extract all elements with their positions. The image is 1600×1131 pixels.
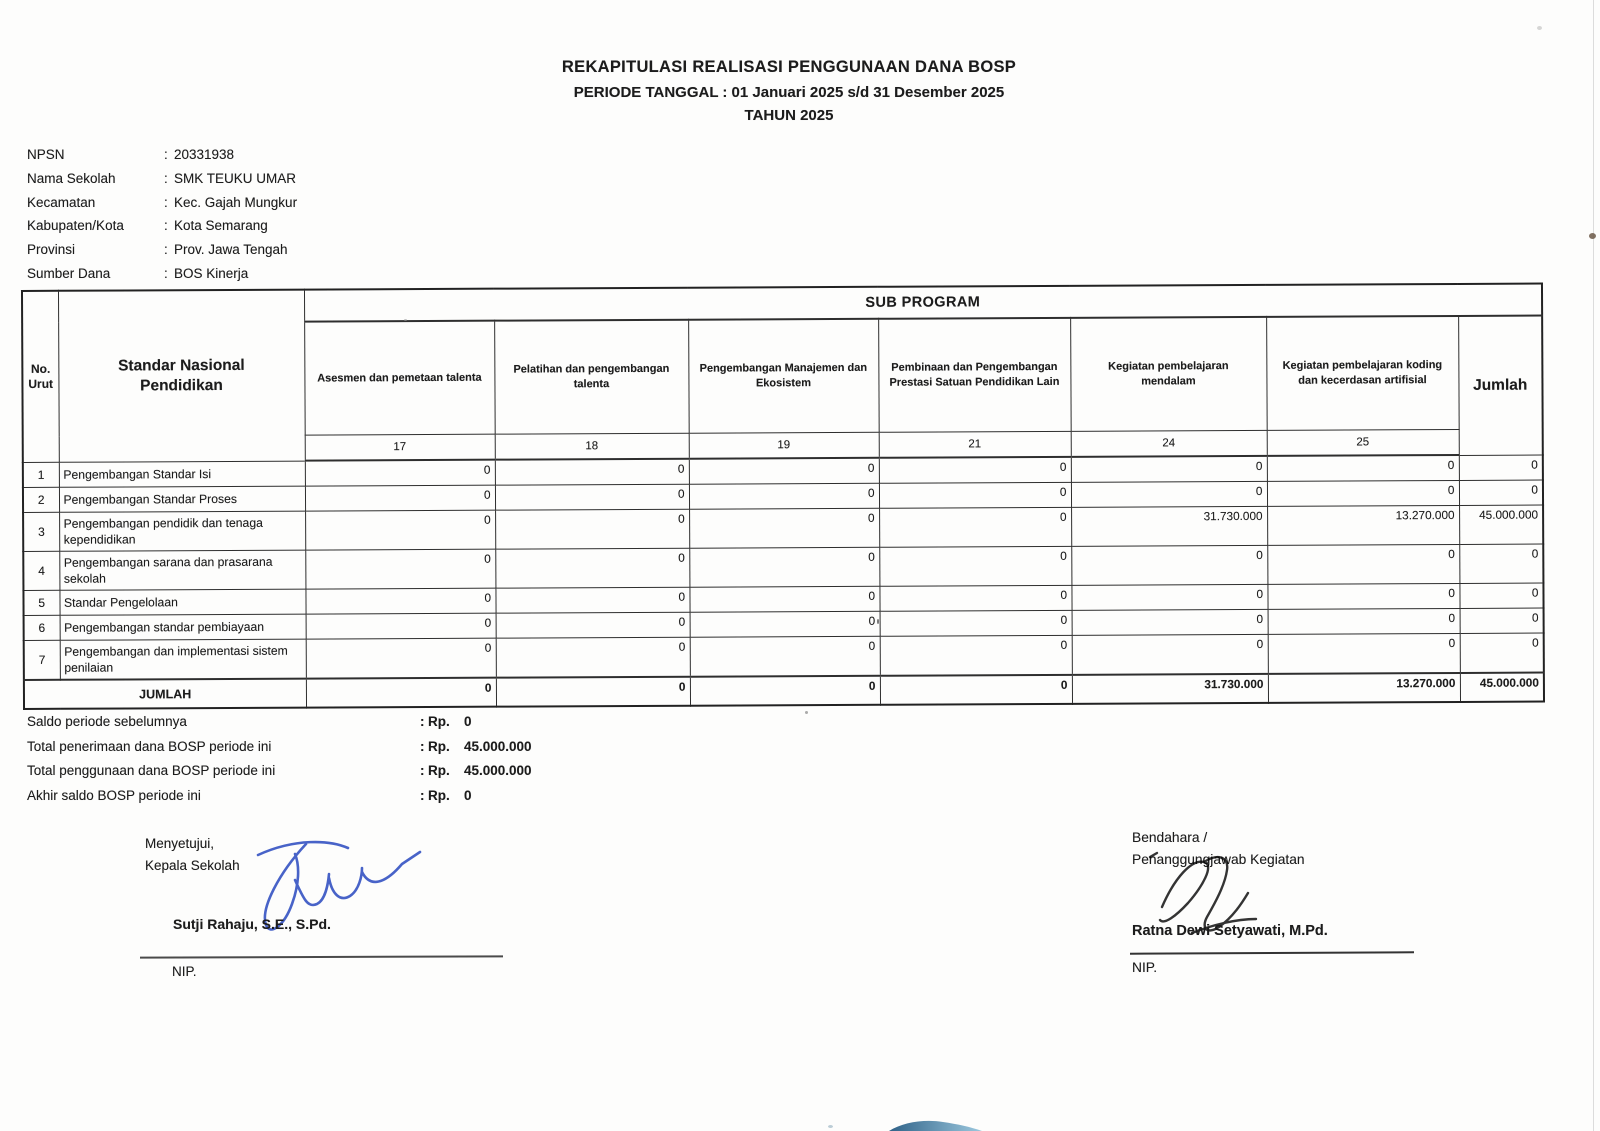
row-label: Pengembangan Standar Proses bbox=[59, 486, 305, 512]
cell-value: 0 bbox=[305, 549, 495, 589]
summary-value: 0 bbox=[464, 714, 472, 729]
col-header-21: Pembinaan dan Pengembangan Prestasi Satuan Pendidikan Lain bbox=[878, 318, 1071, 432]
realization-table bbox=[21, 283, 1545, 710]
cell-value: 0 bbox=[1071, 584, 1267, 610]
cell-value: 0 bbox=[1267, 544, 1459, 584]
info-value: BOS Kinerja bbox=[174, 265, 249, 281]
col-header-no-urut: No. Urut bbox=[22, 291, 59, 462]
row-label: Pengembangan sarana dan prasarana sekolah bbox=[59, 550, 305, 590]
col-header-25: Kegiatan pembelajaran koding dan kecerdasan artifisial bbox=[1266, 316, 1459, 430]
realization-table-wrap bbox=[21, 283, 1545, 710]
cell-value: 13.270.000 bbox=[1267, 505, 1459, 545]
cell-value: 0 bbox=[1071, 456, 1267, 482]
cell-value: 0 bbox=[1267, 480, 1459, 506]
currency-label: Rp. bbox=[428, 763, 450, 779]
col-header-18: Pelatihan dan pengembangan talenta bbox=[494, 320, 689, 434]
cell-value: 0 bbox=[305, 588, 495, 614]
row-label: Pengembangan dan implementasi sistem penilaian bbox=[60, 639, 306, 680]
cell-value: 0 bbox=[306, 613, 496, 639]
left-signature-rule bbox=[140, 955, 503, 958]
total-value: 13.270.000 bbox=[1268, 673, 1460, 703]
headmaster-name: Sutji Rahaju, S.E., S.Pd. bbox=[173, 916, 331, 932]
summary-row-saldo-sebelumnya bbox=[27, 714, 532, 739]
cell-value: 0 bbox=[1267, 583, 1459, 609]
colon: : bbox=[420, 714, 425, 729]
school-info-block bbox=[27, 147, 297, 290]
report-period: PERIODE TANGGAL : 01 Januari 2025 s/d 31 Desember 2025 bbox=[573, 84, 1005, 101]
col-header-19: Pengembangan Manajemen dan Ekosistem bbox=[688, 319, 879, 433]
colon: : bbox=[164, 265, 168, 281]
row-no: 3 bbox=[23, 512, 59, 551]
cell-value: 0 bbox=[1268, 608, 1460, 634]
col-header-jumlah: Jumlah bbox=[1458, 316, 1543, 455]
summary-value: 0 bbox=[464, 787, 472, 803]
total-value: 0 bbox=[880, 675, 1072, 705]
cell-value: 0 bbox=[1071, 481, 1267, 507]
cell-value: 0 bbox=[879, 546, 1071, 586]
cell-value: 0 bbox=[880, 610, 1072, 636]
cell-value: 0 bbox=[495, 484, 689, 510]
info-label: Nama Sekolah bbox=[27, 170, 116, 186]
scan-speck bbox=[404, 319, 407, 321]
summary-value: 45.000.000 bbox=[464, 738, 532, 754]
row-label: Pengembangan Standar Isi bbox=[59, 461, 305, 487]
cell-value: 0 bbox=[1459, 583, 1543, 608]
colon: : bbox=[164, 242, 168, 258]
total-value: 0 bbox=[306, 678, 496, 708]
info-row-kabupaten-kota bbox=[27, 218, 297, 242]
cell-value: 0 bbox=[880, 635, 1072, 676]
cell-value: 0 bbox=[689, 458, 879, 484]
colon: : bbox=[164, 194, 168, 210]
row-label: Pengembangan pendidik dan tenaga kependidikan bbox=[59, 511, 305, 551]
right-nip-label: NIP. bbox=[1132, 960, 1158, 975]
row-no: 1 bbox=[23, 462, 59, 487]
scan-speck bbox=[805, 711, 808, 714]
info-label: Provinsi bbox=[27, 242, 76, 258]
cell-value: 0 bbox=[495, 587, 689, 613]
scan-blue-object-fragment bbox=[885, 1117, 985, 1131]
summary-label: Akhir saldo BOSP periode ini bbox=[27, 787, 201, 803]
col-header-snp bbox=[58, 290, 305, 462]
treasurer-name: Ratna Dewi Setyawati, M.Pd. bbox=[1132, 923, 1328, 939]
colon: : bbox=[420, 763, 425, 779]
left-nip-label: NIP. bbox=[172, 964, 197, 979]
summary-row-penggunaan bbox=[27, 763, 532, 788]
total-value: 0 bbox=[690, 676, 880, 706]
cell-value: 0 bbox=[879, 585, 1071, 611]
row-label: Standar Pengelolaan bbox=[59, 589, 305, 615]
cell-value: 31.730.000 bbox=[1071, 506, 1267, 546]
col-header-snp-text: Standar Nasional Pendidikan bbox=[118, 357, 245, 395]
headmaster-label: Kepala Sekolah bbox=[145, 858, 240, 873]
scan-speck bbox=[1589, 233, 1596, 239]
info-row-sumber-dana bbox=[27, 266, 297, 290]
info-row-kecamatan bbox=[27, 195, 297, 219]
scan-speck bbox=[828, 1125, 833, 1128]
currency-label: Rp. bbox=[428, 714, 450, 729]
info-row-provinsi bbox=[27, 242, 297, 266]
summary-label: Saldo periode sebelumnya bbox=[27, 714, 187, 729]
cell-value: 0 bbox=[495, 509, 689, 549]
cell-value: 0 bbox=[1460, 608, 1544, 633]
cell-value: 0 bbox=[1460, 633, 1544, 673]
summary-label: Total penerimaan dana BOSP periode ini bbox=[27, 738, 272, 754]
cell-value: 0 bbox=[495, 459, 689, 485]
cell-value: 0 bbox=[879, 482, 1071, 508]
cell-value: 0 bbox=[305, 510, 495, 550]
cell-value: 0 bbox=[1459, 480, 1543, 505]
currency-label: Rp. bbox=[428, 787, 450, 803]
cell-value: 0 bbox=[496, 612, 690, 638]
cell-value: 0 bbox=[496, 637, 690, 678]
cell-value: 0 bbox=[689, 483, 879, 509]
approval-label: Menyetujui, bbox=[145, 836, 215, 851]
report-header bbox=[0, 58, 1578, 124]
scan-edge-line bbox=[1593, 0, 1594, 1131]
cell-value: 0 bbox=[1072, 634, 1268, 675]
scan-speck bbox=[877, 619, 879, 624]
responsible-label: Penanggungjawab Kegiatan bbox=[1132, 852, 1305, 867]
cell-value: 0 bbox=[306, 638, 496, 679]
summary-row-penerimaan bbox=[27, 739, 532, 764]
colon: : bbox=[420, 738, 425, 754]
info-value: Prov. Jawa Tengah bbox=[174, 242, 288, 258]
col-code: 18 bbox=[495, 433, 689, 459]
report-year: TAHUN 2025 bbox=[744, 107, 834, 124]
balance-summary-block bbox=[27, 714, 532, 812]
cell-value: 0 bbox=[1072, 609, 1268, 635]
row-no: 2 bbox=[23, 487, 59, 512]
cell-value: 0 bbox=[1268, 633, 1460, 674]
cell-value: 0 bbox=[689, 586, 879, 612]
right-signature-rule bbox=[1130, 951, 1414, 954]
info-row-npsn bbox=[27, 147, 297, 171]
total-value: 0 bbox=[496, 677, 690, 707]
headmaster-signature bbox=[220, 830, 450, 950]
cell-value: 0 bbox=[1459, 544, 1543, 583]
info-value: Kec. Gajah Mungkur bbox=[174, 194, 298, 210]
row-label: Pengembangan standar pembiayaan bbox=[60, 614, 306, 640]
colon: : bbox=[164, 170, 168, 186]
col-code: 19 bbox=[689, 432, 879, 458]
cell-value: 0 bbox=[305, 460, 495, 486]
currency-label: Rp. bbox=[428, 738, 450, 754]
info-value: SMK TEUKU UMAR bbox=[174, 170, 297, 186]
summary-row-akhir-saldo bbox=[27, 788, 532, 813]
table-total-row bbox=[24, 673, 1544, 709]
colon: : bbox=[164, 147, 168, 162]
info-row-nama-sekolah bbox=[27, 171, 297, 195]
col-header-24: Kegiatan pembelajaran mendalam bbox=[1070, 317, 1267, 431]
cell-value: 0 bbox=[305, 485, 495, 511]
total-label: JUMLAH bbox=[24, 679, 306, 709]
cell-value: 0 bbox=[690, 636, 880, 677]
row-no: 7 bbox=[24, 640, 60, 680]
row-no: 4 bbox=[23, 551, 59, 590]
col-code: 25 bbox=[1267, 429, 1459, 455]
cell-value: 0 bbox=[1459, 455, 1543, 480]
cell-value: 0 bbox=[690, 611, 880, 637]
col-code: 24 bbox=[1071, 430, 1267, 456]
col-code: 21 bbox=[879, 431, 1071, 457]
colon: : bbox=[420, 787, 425, 803]
total-value: 45.000.000 bbox=[1460, 673, 1544, 702]
info-label: NPSN bbox=[27, 147, 65, 162]
info-label: Kecamatan bbox=[27, 194, 96, 210]
info-label: Sumber Dana bbox=[27, 265, 111, 281]
cell-value: 0 bbox=[689, 547, 879, 587]
colon: : bbox=[164, 218, 168, 234]
info-value: Kota Semarang bbox=[174, 218, 268, 234]
cell-value: 45.000.000 bbox=[1459, 505, 1543, 544]
summary-value: 45.000.000 bbox=[464, 763, 532, 779]
info-value: 20331938 bbox=[174, 147, 235, 162]
row-no: 6 bbox=[24, 615, 60, 640]
cell-value: 0 bbox=[1071, 545, 1267, 585]
col-code: 17 bbox=[305, 434, 495, 460]
cell-value: 0 bbox=[1267, 455, 1459, 481]
report-title: REKAPITULASI REALISASI PENGGUNAAN DANA BOSP bbox=[561, 58, 1017, 76]
col-header-17: Asesmen dan pemetaan talenta bbox=[304, 321, 495, 435]
row-no: 5 bbox=[23, 590, 59, 615]
treasurer-label: Bendahara / bbox=[1132, 830, 1208, 845]
cell-value: 0 bbox=[879, 507, 1071, 547]
total-value: 31.730.000 bbox=[1072, 674, 1268, 704]
summary-label: Total penggunaan dana BOSP periode ini bbox=[27, 763, 276, 779]
cell-value: 0 bbox=[689, 508, 879, 548]
cell-value: 0 bbox=[879, 457, 1071, 483]
info-label: Kabupaten/Kota bbox=[27, 218, 124, 234]
scan-speck bbox=[1537, 26, 1542, 30]
cell-value: 0 bbox=[495, 548, 689, 588]
col-header-subprogram: SUB PROGRAM bbox=[304, 284, 1542, 322]
